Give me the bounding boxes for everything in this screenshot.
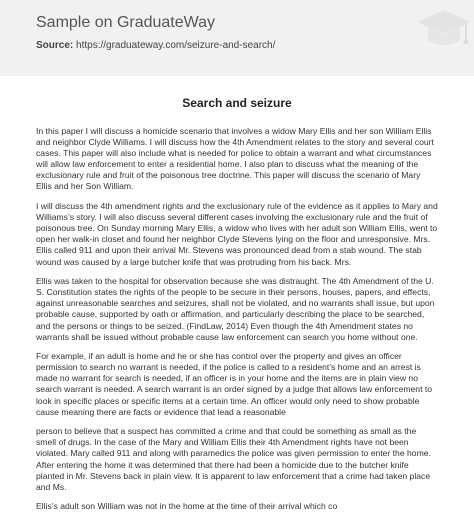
- document-title: Search and seizure: [182, 96, 292, 110]
- paragraph: person to believe that a suspect has committed a crime and that could be something as small as the smell of drugs. In the case of the Mary and William Ellis their 4th Amendment rights have not been violated. Mary called 911 and along with paramedics the police was given permission to enter the home. After entering the home it was determined that there had been a homicide due to the butcher knife planted in Mr. Stevens back in plain view. It is apparent to law enforcement that a crime had taken place and Ms.: [36, 426, 431, 492]
- source-label: Source:: [36, 40, 74, 51]
- paragraph: I will discuss the 4th amendment rights and the exclusionary rule of the evidence as it applies to Mary and Williams’s story. I will also discuss several different cases involving the exclusionary rule and the fruit of poisonous tree. On Sunday morning Mary Ellis, a widow who lives with her adult son William Ellis, went to open her walk-in closet and found her neighbor Clyde Stevens lying on the floor and unresponsive. Mrs. Ellis called 911 and upon their arrival Mr. Stevens was pronounced dead from a stab wound. The stab wound was caused by a large butcher knife that was protruding from his back. Mrs.: [36, 201, 438, 267]
- document-body: [36, 126, 438, 521]
- page-header: [0, 0, 474, 76]
- paragraph: Ellis was taken to the hospital for observation because she was distraught. The 4th Amendment of the U. S. Constitution states the rights of the people to be secure in their persons, houses, papers, and effects, against unreasonable searches and seizures, shall not be violated, and no warrants shall issue, but upon probable cause, supported by oath or affirmation, and particularly describing the place to be searched, and the persons or things to be seized. (FindLaw, 2014) Even though the 4th Amendment states no warrants shall be issued without probable cause law enforcement can search you home without one.: [36, 276, 435, 342]
- graduation-cap-icon: [416, 4, 472, 54]
- source-line: [36, 40, 275, 51]
- source-link[interactable]: https://graduateway.com/seizure-and-search/: [76, 40, 276, 51]
- paragraph: Ellis’s adult son William was not in the home at the time of their arrival which co: [36, 501, 338, 512]
- paragraph: In this paper I will discuss a homicide scenario that involves a widow Mary Ellis and her son William Ellis and neighbor Clyde Williams. I will discuss how the 4th Amendment relates to the story and several court cases. This paper will also include what is needed for police to obtain a warrant and what circumstances will allow law enforcement to enter a residential home. I also plan to discuss what the meaning of the exclusionary rule and fruit of the poisonous tree doctrine. This paper will discuss the scenario of Mary Ellis and her Son William.: [36, 126, 434, 192]
- site-brand[interactable]: Sample on GraduateWay: [36, 14, 216, 31]
- paragraph: For example, if an adult is home and he or she has control over the property and gives an officer permission to search no warrant is needed, if the police is called to a resident’s home and an arrest is made no warrant for search is needed, if an officer is in your home and the items are in plain view no search warrant is needed. A search warrant is an order signed by a judge that allows law enforcement to look in specific places or specific items at a certain time. An officer would only need to show probable cause meaning there are facts or evidence that lead a reasonable: [36, 351, 433, 417]
